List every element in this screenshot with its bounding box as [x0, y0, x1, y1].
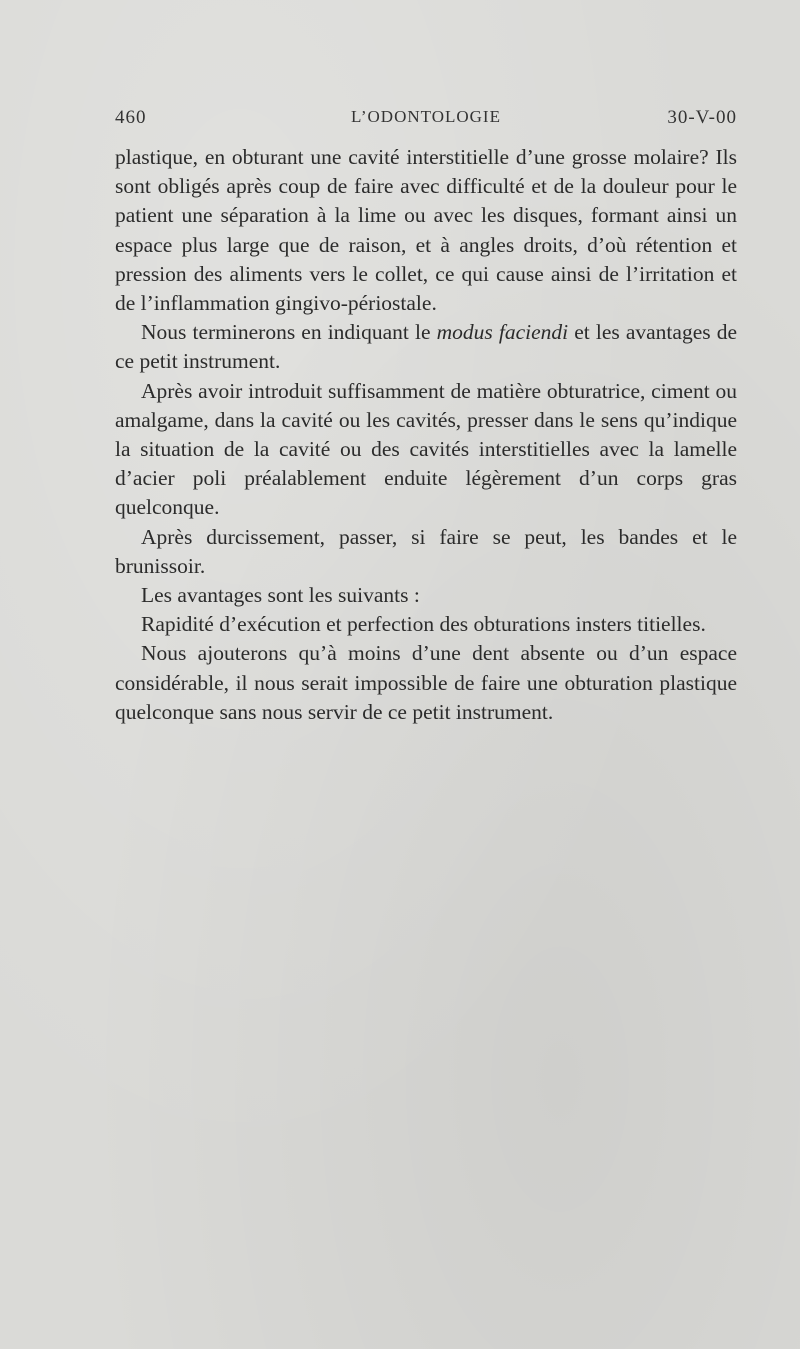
page-number: 460 — [115, 107, 147, 128]
paragraph-7: Nous ajouterons qu’à moins d’une dent absente ou d’un espace considérable, il nous serait impossible de faire une obturation plastique quelconque sans nous servir de ce petit instrument. — [115, 641, 737, 724]
body-text — [115, 143, 737, 727]
paragraph-4: Après durcissement, passer, si faire se peut, les bandes et le brunissoir. — [115, 524, 737, 578]
paragraph-1: plastique, en obturant une cavité interstitielle d’une grosse molaire? Ils sont obligés après coup de faire avec difficulté et de la douleur pour le patient une séparation à la lime ou avec les disques, formant ainsi un espace plus large que de raison, et à angles droits, d’où rétention et pression des aliments vers le collet, ce qui cause ainsi de l’irritation et de l’inflammation gingivo-périostale. — [115, 145, 737, 316]
paragraph-2: Nous terminerons en indiquant le modus faciendi et les avantages de ce petit instrument. — [115, 320, 738, 374]
running-header — [115, 107, 737, 137]
journal-title: L’ODONTOLOGIE — [351, 107, 501, 126]
paragraph-5: Les avantages sont les suivants : — [141, 583, 420, 608]
paragraph-6: Rapidité d’exécution et perfection des obturations insters titielles. — [141, 612, 706, 637]
italic-phrase: modus faciendi — [436, 320, 569, 345]
issue-date: 30-V-00 — [667, 107, 737, 128]
paragraph-3: Après avoir introduit suffisamment de matière obturatrice, ciment ou amalgame, dans la cavité ou les cavités, presser dans le sens qu’indique la situation de la cavité ou des cavités interstitielles avec la lamelle d’acier poli préalablement enduite légèrement d’un corps gras quelconque. — [115, 378, 737, 520]
